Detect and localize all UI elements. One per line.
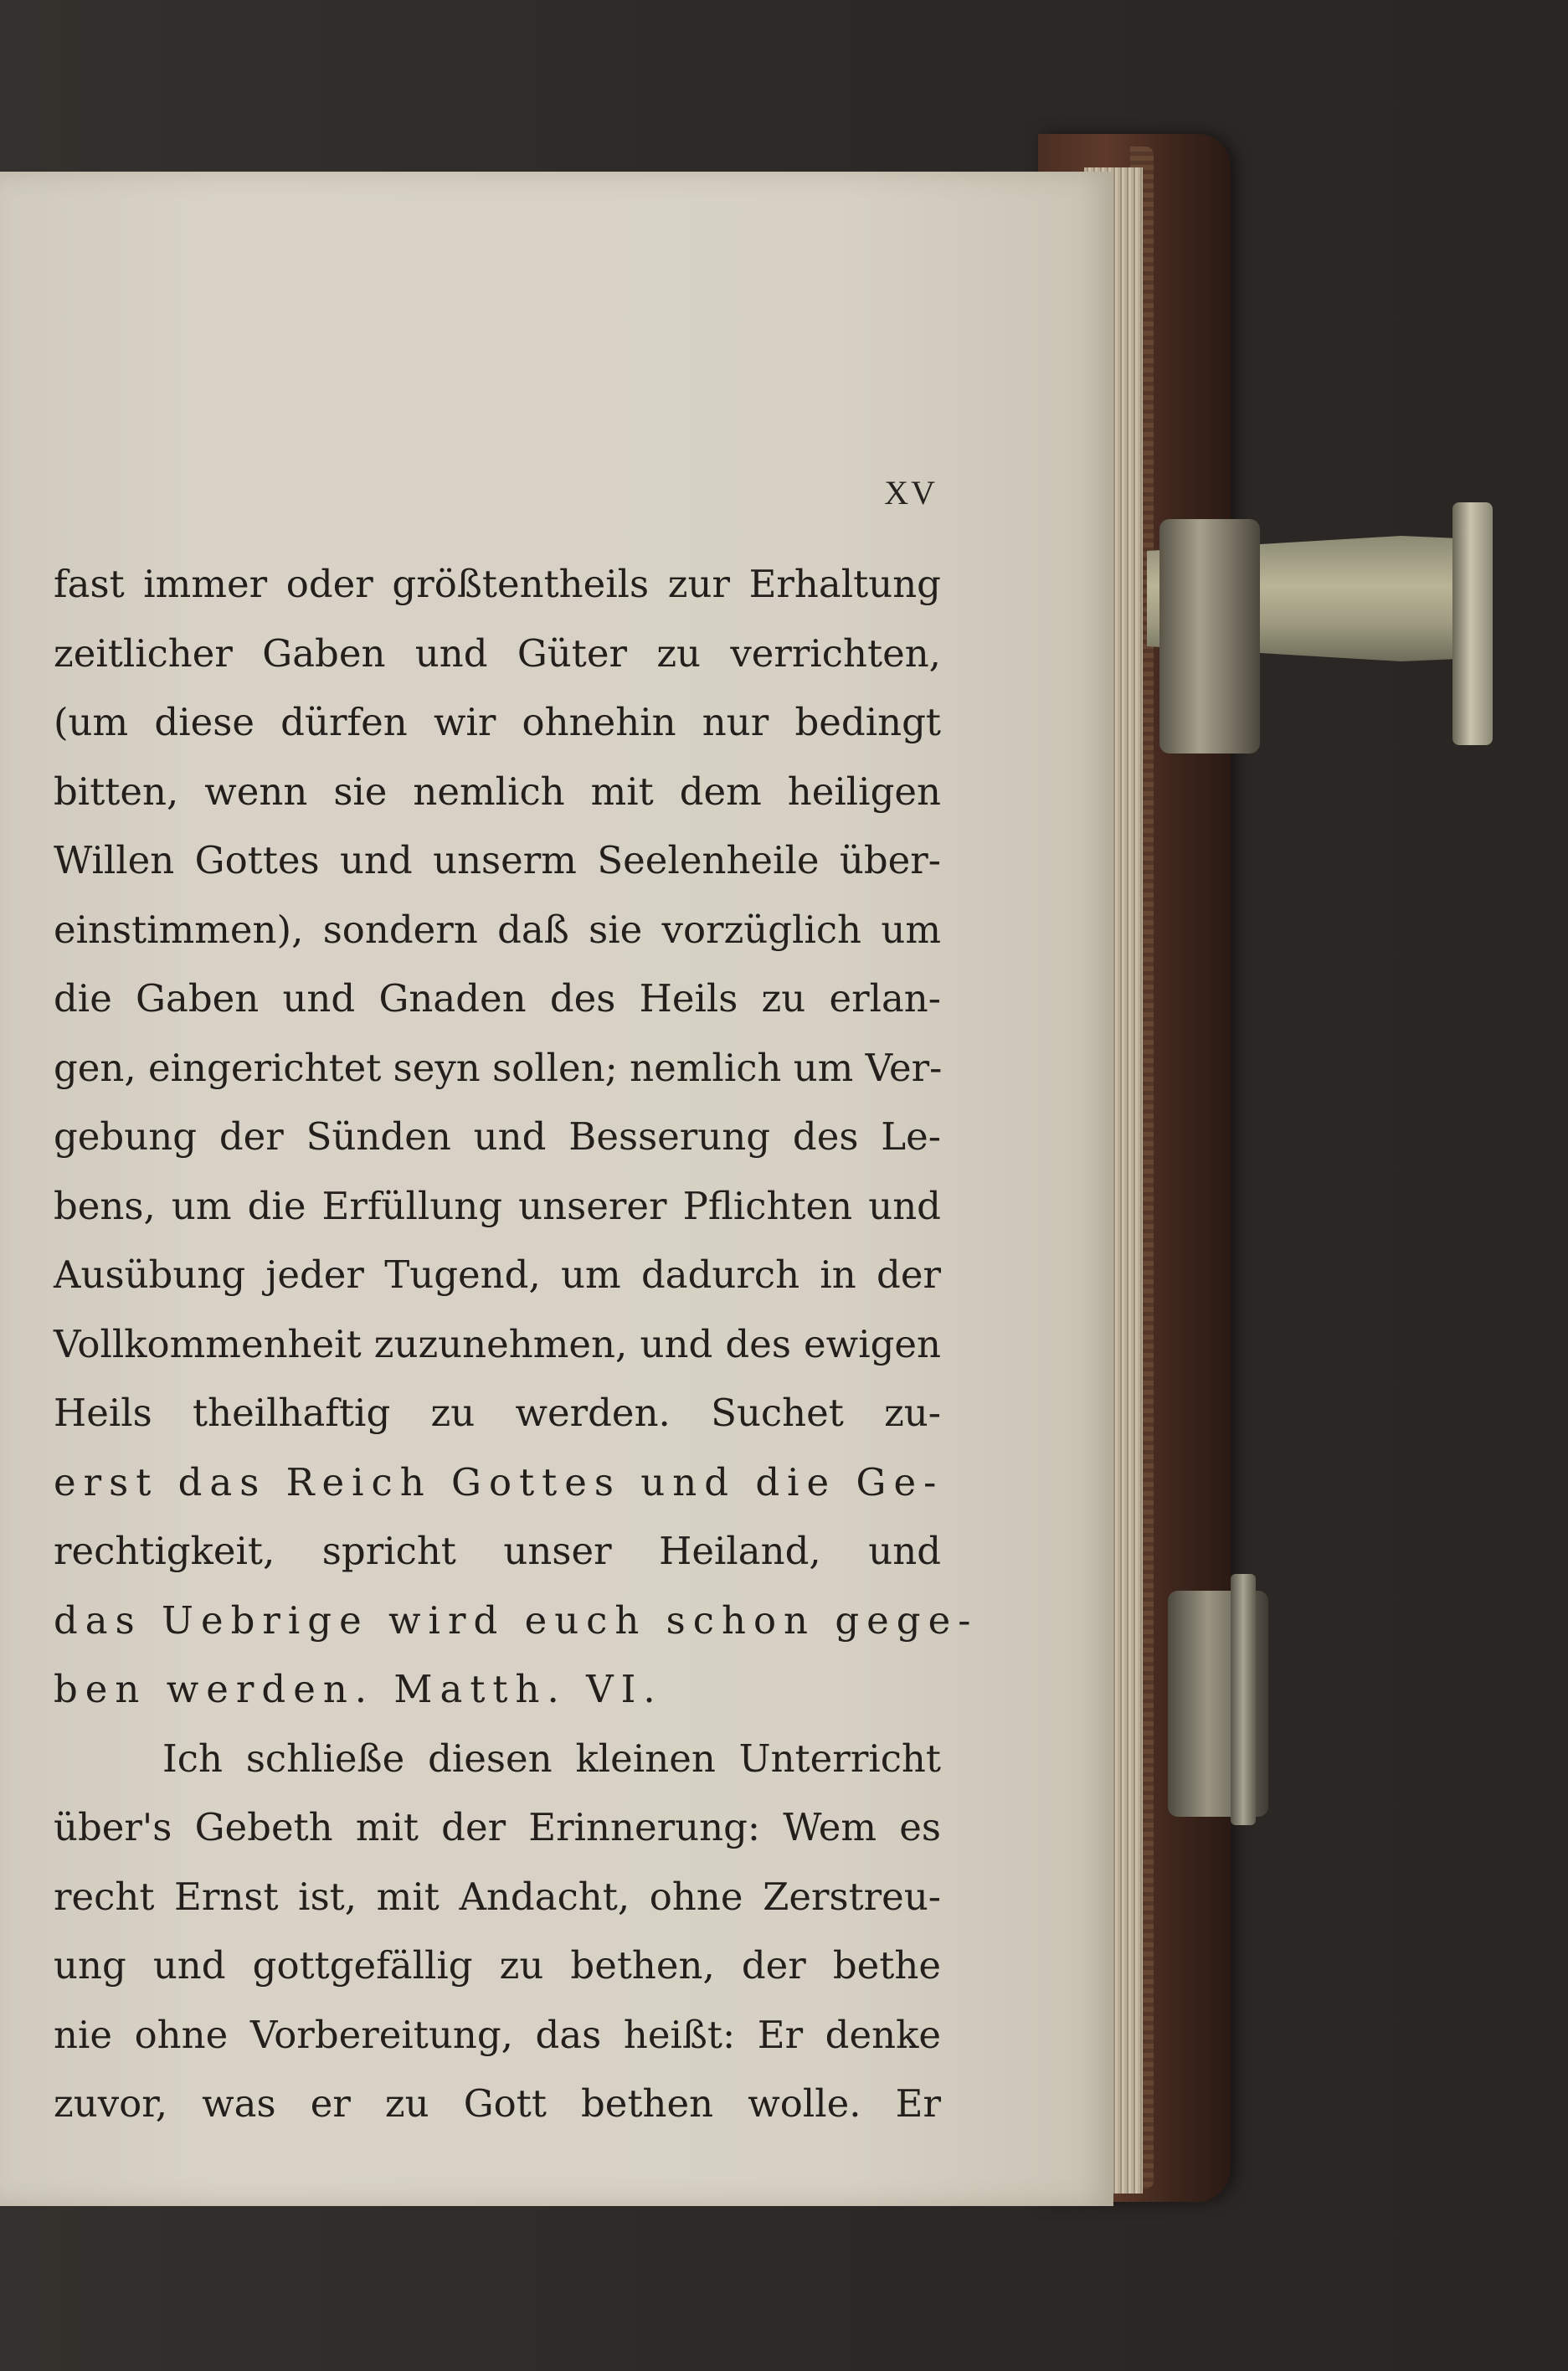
text-line: Ich schließe diesen kleinen Unterricht <box>162 1736 941 1781</box>
text-line: gebung der Sünden und Besserung des Le- <box>54 1114 941 1159</box>
text-line: bitten, wenn sie nemlich mit dem heiligen <box>54 769 941 814</box>
text-line: die Gaben und Gnaden des Heils zu erlan- <box>54 976 941 1021</box>
text-line: rechtigkeit, spricht unser Heiland, und <box>54 1529 941 1573</box>
text-line: das Uebrige wird euch schon gege- <box>54 1597 979 1643</box>
text-line: recht Ernst ist, mit Andacht, ohne Zerstreu- <box>54 1874 941 1919</box>
text-line: (um diese dürfen wir ohnehin nur bedingt <box>54 700 941 744</box>
upper-clasp-hinge <box>1159 519 1260 753</box>
text-line: ben werden. Matth. VI. <box>54 1667 663 1711</box>
text-line: Ausübung jeder Tugend, um dadurch in der <box>54 1252 941 1297</box>
text-line: nie ohne Vorbereitung, das heißt: Er denke <box>54 2012 941 2057</box>
text-line: fast immer oder größtentheils zur Erhaltung <box>54 562 941 606</box>
text-line: über's Gebeth mit der Erinnerung: Wem es <box>54 1805 941 1849</box>
text-line: bens, um die Erfüllung unserer Pflichten und <box>54 1183 941 1228</box>
text-line: ung und gottgefällig zu bethen, der bethe <box>54 1943 941 1988</box>
text-line: Willen Gottes und unserm Seelenheile über- <box>54 838 941 882</box>
body-text <box>54 550 979 2139</box>
upper-clasp-tab <box>1452 502 1493 745</box>
text-line: erst das Reich Gottes und die Ge- <box>54 1459 944 1504</box>
text-line: zeitlicher Gaben und Güter zu verrichten, <box>54 630 941 676</box>
text-line: gen, eingerichtet seyn sollen; nemlich um Ver- <box>54 1045 943 1090</box>
text-line: einstimmen), sondern daß sie vorzüglich um <box>54 907 941 952</box>
lower-clasp-pin <box>1231 1574 1256 1825</box>
book-page <box>0 172 1113 2206</box>
text-line: Heils theilhaftig zu werden. Suchet zu- <box>54 1391 941 1435</box>
text-line: zuvor, was er zu Gott bethen wolle. Er <box>54 2081 941 2126</box>
page-number: XV <box>884 474 938 512</box>
text-line: Vollkommenheit zuzunehmen, und des ewigen <box>54 1321 941 1366</box>
